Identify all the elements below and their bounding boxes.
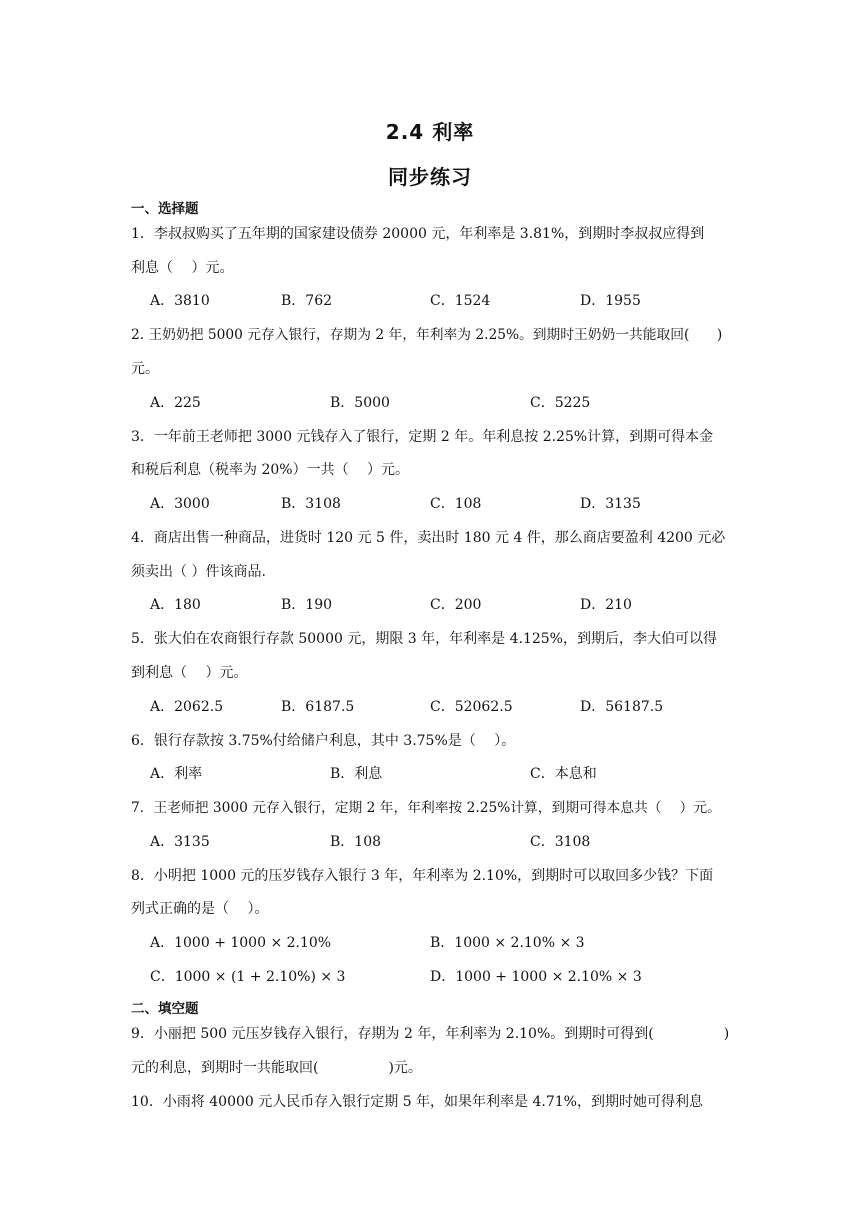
question-1-option-c: C．1524 [430,293,491,309]
question-4-line-1: 4．商店出售一种商品，进货时 120 元 5 件，卖出时 180 元 4 件，那么商店要盈利 4200 元必 [131,530,726,546]
question-8-line-1: 8．小明把 1000 元的压岁钱存入银行 3 年，年利率为 2.10%，到期时可以取回多少钱？下面 [131,868,714,884]
question-1-option-a: A．3810 [150,293,210,309]
question-8-option-d: D．1000 + 1000 × 2.10% × 3 [430,969,642,985]
question-5-line-1: 5．张大伯在农商银行存款 50000 元，期限 3 年，年利率是 4.125%，到期后，李大伯可以得 [131,631,717,647]
question-4-option-c: C．200 [430,597,482,613]
question-1-line-1: 1．李叔叔购买了五年期的国家建设债券 20000 元，年利率是 3.81%，到期时李叔叔应得到 [131,226,705,242]
question-5-option-a: A．2062.5 [150,699,224,715]
question-6-option-c: C．本息和 [530,766,597,782]
question-5-option-c: C．52062.5 [430,699,513,715]
question-2-option-b: B．5000 [330,395,390,411]
question-9-line-1: 9．小丽把 500 元压岁钱存入银行，存期为 2 年，年利率为 2.10%。到期时可得到( ) [131,1026,730,1042]
question-5-line-2: 到利息（ ）元。 [131,665,248,681]
question-3-line-1: 3．一年前王老师把 3000 元钱存入了银行，定期 2 年。年利息按 2.25%计算，到期可得本金 [131,429,714,445]
page-title: 2.4 利率 [385,120,475,144]
question-2-option-c: C．5225 [530,395,591,411]
question-8-line-2: 列式正确的是（ ）。 [131,901,269,917]
question-3-option-a: A．3000 [150,496,210,512]
question-5-option-b: B．6187.5 [281,699,355,715]
question-6-option-b: B．利息 [330,766,383,782]
question-7-option-a: A．3135 [150,834,210,850]
question-5-option-d: D．56187.5 [580,699,664,715]
question-8-option-b: B．1000 × 2.10% × 3 [430,935,585,951]
question-1-line-2: 利息（ ）元。 [131,260,234,276]
question-7-option-b: B．108 [330,834,382,850]
question-8-option-c: C．1000 × (1 + 2.10%) × 3 [150,969,346,985]
question-4-line-2: 须卖出（ ）件该商品. [131,564,266,580]
page-subtitle: 同步练习 [388,165,472,189]
question-3-option-b: B．3108 [281,496,341,512]
question-8-option-a: A．1000 + 1000 × 2.10% [150,935,332,951]
question-4-option-d: D．210 [580,597,632,613]
question-9-line-2: 元的利息，到期时一共能取回( )元。 [131,1060,422,1076]
question-3-option-c: C．108 [430,496,482,512]
question-7-line-1: 7．王老师把 3000 元存入银行，定期 2 年，年利率按 2.25%计算，到期可得本息共（ ）元。 [131,800,721,816]
question-2-option-a: A．225 [150,395,201,411]
question-1-option-d: D．1955 [580,293,641,309]
question-3-line-2: 和税后利息（税率为 20%）一共（ ）元。 [131,462,410,478]
question-1-option-b: B．762 [281,293,333,309]
question-2-line-2: 元。 [131,361,159,377]
section-heading-fill: 二、填空题 [131,1001,199,1017]
question-10-line-1: 10．小雨将 40000 元人民币存入银行定期 5 年，如果年利率是 4.71%，到期时她可得利息 [131,1094,703,1110]
question-4-option-b: B．190 [281,597,333,613]
section-heading-choice: 一、选择题 [131,201,199,217]
question-4-option-a: A．180 [150,597,201,613]
question-7-option-c: C．3108 [530,834,591,850]
question-3-option-d: D．3135 [580,496,641,512]
question-6-line-1: 6．银行存款按 3.75%付给储户利息，其中 3.75%是（ ）。 [131,733,516,749]
question-2-line-1: 2. 王奶奶把 5000 元存入银行，存期为 2 年，年利率为 2.25%。到期时王奶奶一共能取回( ) [131,327,723,343]
question-6-option-a: A．利率 [150,766,203,782]
